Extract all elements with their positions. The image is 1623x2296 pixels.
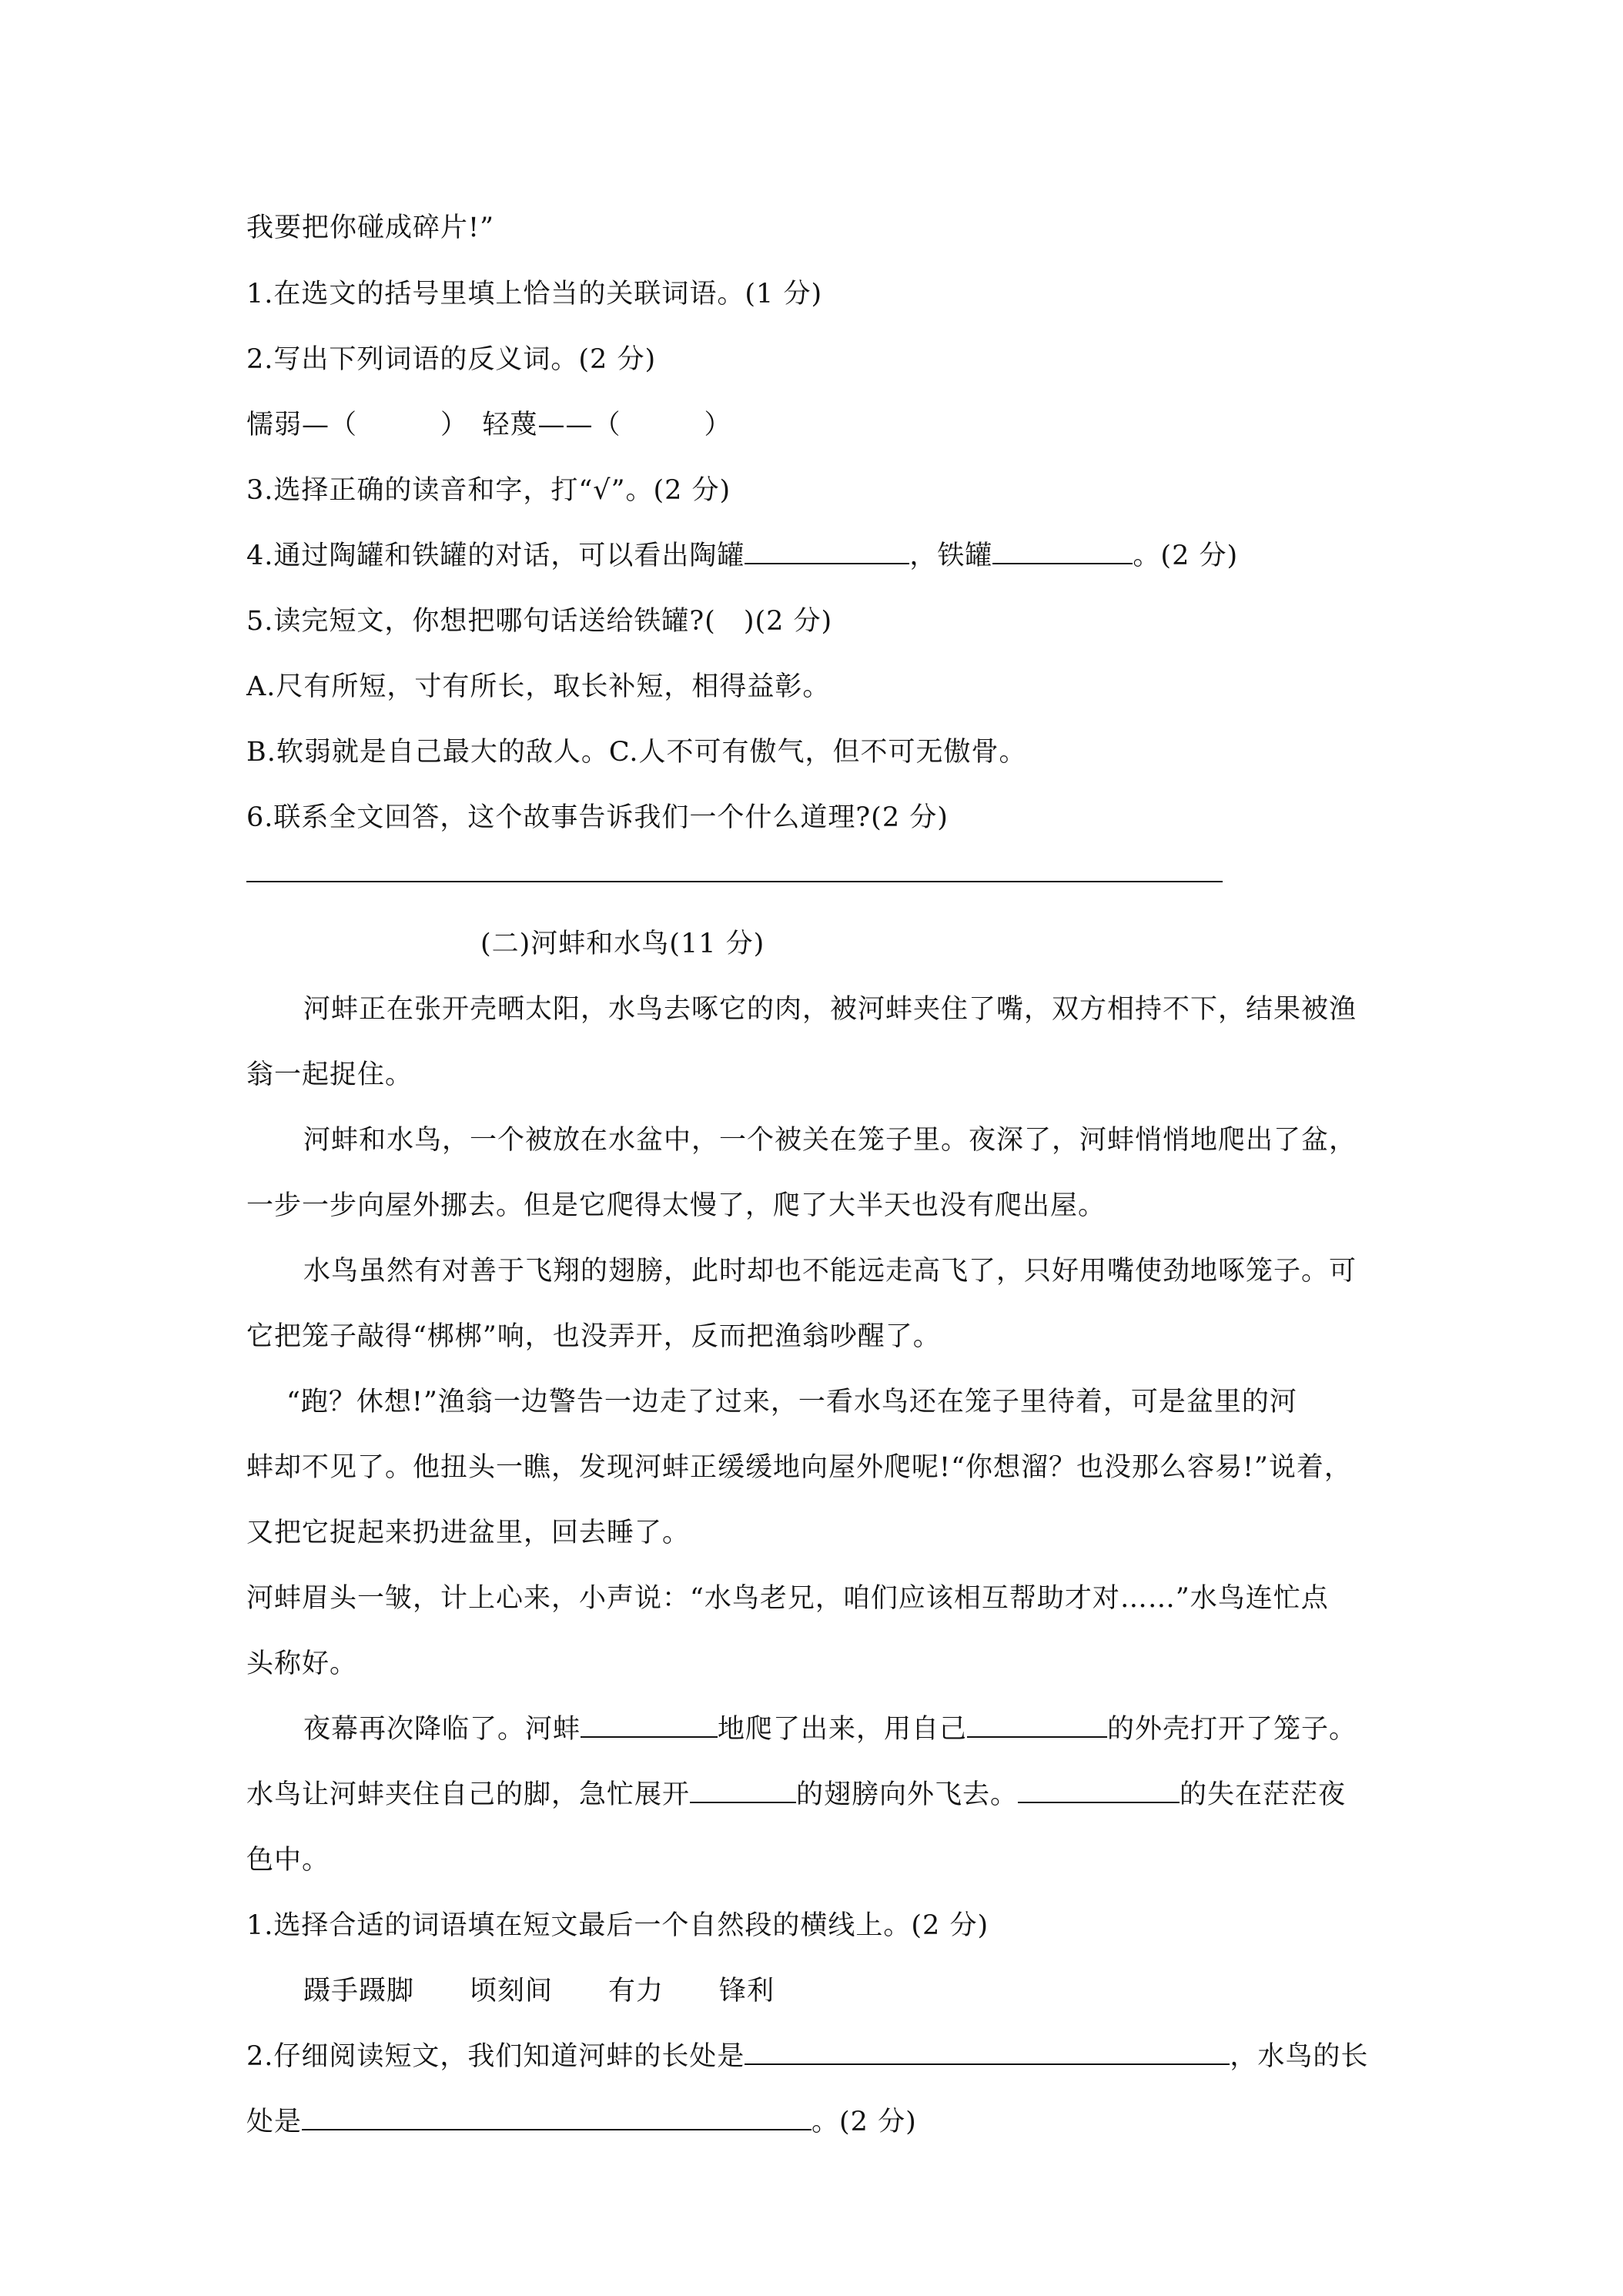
paragraph-line: 又把它捉起来扔进盆里，回去睡了。	[246, 1518, 691, 1548]
answer-blank[interactable]	[745, 2040, 1230, 2065]
paragraph-line: 水鸟虽然有对善于飞翔的翅膀，此时却也不能远走高飞了，只好用嘴使劲地啄笼子。可	[303, 1256, 1357, 1287]
answer-blank[interactable]	[745, 540, 909, 564]
question-5: 5.读完短文，你想把哪句话送给铁罐?( )(2 分)	[246, 606, 833, 637]
question-1: 1.在选文的括号里填上恰当的关联词语。(1 分)	[246, 279, 823, 310]
question-2-continued	[246, 2104, 917, 2140]
text-part: 处是	[246, 2107, 303, 2137]
antonym-pairs: 懦弱—（ ） 轻蔑——（ ）	[246, 410, 732, 440]
text-part: 地爬了出来，用自己	[718, 1714, 968, 1745]
paragraph-line	[303, 1711, 1357, 1748]
answer-blank[interactable]	[967, 1713, 1107, 1738]
paragraph-line: “跑？休想!”渔翁一边警告一边走了过来，一看水鸟还在笼子里待着，可是盆里的河	[286, 1387, 1297, 1417]
option-b-c: B.软弱就是自己最大的敌人。C.人不可有傲气，但不可无傲骨。	[246, 737, 1027, 768]
text-part: 。(2 分)	[812, 2107, 917, 2137]
paragraph-line: 河蚌和水鸟，一个被放在水盆中，一个被关在笼子里。夜深了，河蚌悄悄地爬出了盆，	[303, 1125, 1357, 1156]
text-part: 的失在茫茫夜	[1180, 1779, 1347, 1810]
paragraph-line	[246, 1776, 1346, 1813]
text-part: ，水鸟的长	[1230, 2041, 1369, 2072]
answer-blank[interactable]	[302, 2106, 812, 2130]
question-4-part-b: ，铁罐	[909, 541, 993, 571]
text-line: 我要把你碰成碎片!”	[246, 213, 494, 243]
paragraph-line: 它把笼子敲得“梆梆”响，也没弄开，反而把渔翁吵醒了。	[246, 1321, 941, 1352]
answer-blank[interactable]	[581, 1713, 718, 1738]
paragraph-line: 河蚌正在张开壳晒太阳，水鸟去啄它的肉，被河蚌夹住了嘴，双方相持不下，结果被渔	[303, 994, 1357, 1025]
text-part: 水鸟让河蚌夹住自己的脚，急忙展开	[246, 1779, 691, 1810]
question-6: 6.联系全文回答，这个故事告诉我们一个什么道理?(2 分)	[246, 802, 949, 833]
question-2: 2.写出下列词语的反义词。(2 分)	[246, 344, 657, 375]
answer-blank[interactable]	[690, 1779, 796, 1803]
option-a: A.尺有所短，寸有所长，取长补短，相得益彰。	[246, 671, 831, 702]
word-choices: 蹑手蹑脚 顷刻间 有力 锋利	[303, 1976, 775, 2006]
question-1: 1.选择合适的词语填在短文最后一个自然段的横线上。(2 分)	[246, 1910, 989, 1941]
text-part: 2.仔细阅读短文，我们知道河蚌的长处是	[246, 2041, 745, 2072]
paragraph-line: 一步一步向屋外挪去。但是它爬得太慢了，爬了大半天也没有爬出屋。	[246, 1190, 1106, 1221]
question-4-part-c: 。(2 分)	[1133, 541, 1239, 571]
answer-blank[interactable]	[992, 540, 1133, 564]
question-4-part-a: 4.通过陶罐和铁罐的对话，可以看出陶罐	[246, 541, 745, 571]
text-part: 的外壳打开了笼子。	[1107, 1714, 1357, 1745]
paragraph-line: 翁一起捉住。	[246, 1059, 413, 1090]
text-part: 夜幕再次降临了。河蚌	[303, 1714, 581, 1745]
question-2	[246, 2038, 1368, 2075]
paragraph-line: 头称好。	[246, 1648, 358, 1679]
paragraph-line: 蚌却不见了。他扭头一瞧，发现河蚌正缓缓地向屋外爬呢!“你想溜？也没那么容易!”说着，	[246, 1452, 1352, 1483]
answer-blank[interactable]	[1018, 1779, 1180, 1803]
section-title: (二)河蚌和水鸟(11 分)	[480, 929, 765, 959]
paragraph-line: 河蚌眉头一皱，计上心来，小声说：“水鸟老兄，咱们应该相互帮助才对……”水鸟连忙点	[246, 1583, 1329, 1614]
question-4	[246, 537, 1238, 574]
text-part: 的翅膀向外飞去。	[796, 1779, 1019, 1810]
paragraph-line: 色中。	[246, 1845, 330, 1876]
answer-line[interactable]	[246, 881, 1223, 882]
question-3: 3.选择正确的读音和字，打“√”。(2 分)	[246, 475, 731, 506]
